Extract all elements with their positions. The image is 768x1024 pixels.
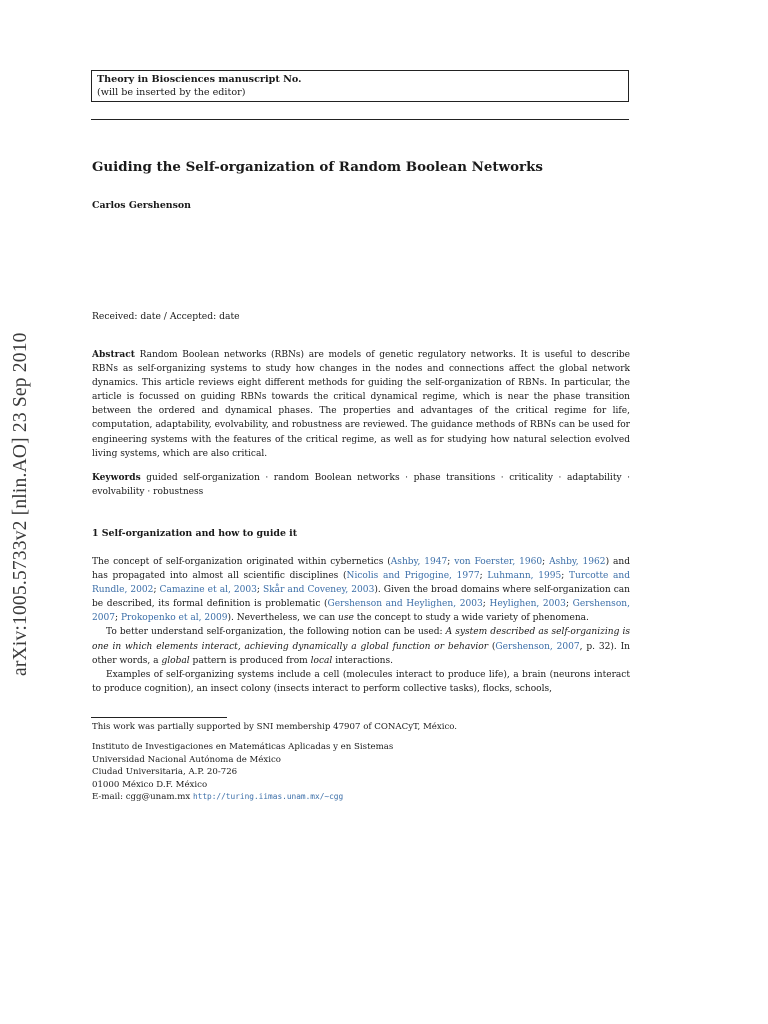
- p1-sep: ;: [479, 571, 488, 582]
- affiliation-line: Instituto de Investigaciones en Matemáticas Aplicadas y en Sistemas: [92, 742, 394, 752]
- p1-sep: ;: [542, 557, 550, 567]
- p2-text: pattern is produced from: [189, 655, 311, 666]
- p2-definition: A system described as self-organizing is one in which elements interact, achieving dynamically a global function or behavior: [92, 627, 630, 652]
- p1-sep: ;: [565, 599, 573, 610]
- author-affiliation: [92, 741, 393, 804]
- citation-link[interactable]: Heylighen, 2003: [489, 599, 566, 610]
- p1-sep: ;: [115, 613, 121, 624]
- affiliation-line: Ciudad Universitaria, A.P. 20-726: [92, 767, 238, 778]
- p1-sep: ;: [153, 585, 160, 596]
- p2-text: To better understand self-organization, the following notion can be used:: [106, 627, 446, 638]
- homepage-link[interactable]: http://turing.iimas.unam.mx/~cgg: [192, 792, 344, 802]
- abstract-text: Random Boolean networks (RBNs) are models of genetic regulatory networks. It is useful to describe RBNs as self-organizing systems to study how changes in the nodes and connections affect the global network dynamics. This article reviews eight different methods for guiding the self-organization of RBNs. In particular, the article is focussed on guiding RBNs towards the critical dynamical regime, which is near the phase transition between the ordered and dynamical phases. The properties and advantages of the critical regime for life, computation, adaptability, evolvability, and robustness are reviewed. The guidance methods of RBNs can be used for engineering systems with the features of the critical regime, as well as for studying how natural selection evolved living systems, which are also critical.: [92, 350, 630, 459]
- p1-emphasis: use: [338, 613, 354, 624]
- keywords-label: Keywords: [92, 473, 141, 483]
- p1-text: ). Given the broad domains where self-organization can be described, its formal definition is problematic (: [92, 585, 630, 610]
- citation-link[interactable]: Ashby, 1962: [549, 557, 606, 567]
- p1-text: the concept to study a wide variety of phenomena.: [353, 613, 589, 624]
- citation-link[interactable]: Prokopenko et al, 2009: [120, 613, 228, 624]
- keywords: [92, 471, 630, 499]
- received-accepted: Received: date / Accepted: date: [92, 311, 240, 322]
- citation-link[interactable]: Gershenson, 2007: [495, 641, 580, 652]
- paper-title: Guiding the Self-organization of Random Boolean Networks: [92, 159, 543, 175]
- keywords-text: guided self-organization · random Boolean networks · phase transitions · criticality · adaptability · evolvability · robustness: [92, 473, 630, 498]
- abstract-label: Abstract: [92, 350, 135, 360]
- header-rule: [91, 119, 629, 120]
- affiliation-line: 01000 México D.F. México: [92, 779, 208, 790]
- citation-link[interactable]: Gershenson, 2007: [92, 599, 630, 624]
- citation-link[interactable]: Ashby, 1947: [390, 557, 448, 567]
- arxiv-side-stamp: arXiv:1005.5733v2 [nlin.AO] 23 Sep 2010: [10, 332, 31, 676]
- manuscript-box: [91, 70, 629, 102]
- p2-emphasis: local: [310, 655, 333, 666]
- section-body: [92, 555, 630, 696]
- citation-link[interactable]: Skår and Coveney, 2003: [263, 585, 375, 596]
- affiliation-line: Universidad Nacional Autónoma de México: [92, 754, 281, 765]
- section-heading: 1 Self-organization and how to guide it: [92, 528, 298, 539]
- p1-text: The concept of self-organization originated within cybernetics (: [92, 557, 391, 567]
- p2-emphasis: global: [161, 655, 190, 666]
- p1-text: ). Nevertheless, we can: [227, 613, 339, 624]
- citation-link[interactable]: Luhmann, 1995: [487, 571, 562, 582]
- paragraph-1: [92, 555, 630, 625]
- p1-sep: ;: [256, 585, 263, 596]
- p1-sep: ;: [561, 571, 569, 582]
- citation-link[interactable]: Camazine et al, 2003: [159, 585, 257, 596]
- abstract: [92, 348, 630, 461]
- paragraph-3: Examples of self-organizing systems include a cell (molecules interact to produce life), a brain (neurons interact to produce cognition), an insect colony (insects interact to perform collective tasks), flocks, schools,: [92, 669, 630, 694]
- p1-sep: ;: [482, 599, 490, 610]
- p2-text: , p. 32). In other words, a: [92, 641, 631, 666]
- citation-link[interactable]: von Foerster, 1960: [454, 557, 543, 567]
- paragraph-2: [92, 625, 630, 667]
- p2-text: interactions.: [332, 655, 394, 666]
- funding-footnote: This work was partially supported by SNI membership 47907 of CONACyT, México.: [92, 722, 458, 732]
- email-address: E-mail: cgg@unam.mx: [92, 792, 191, 803]
- email-line: [92, 791, 393, 804]
- citation-link[interactable]: Turcotte and Rundle, 2002: [92, 571, 630, 596]
- p2-text: (: [488, 641, 496, 652]
- manuscript-box-line2: (will be inserted by the editor): [97, 87, 246, 98]
- footnote-rule: [91, 717, 227, 718]
- citation-link[interactable]: Nicolis and Prigogine, 1977: [346, 571, 480, 582]
- p1-sep: ;: [447, 557, 455, 567]
- manuscript-box-line1: Theory in Biosciences manuscript No.: [97, 74, 302, 85]
- author-name: Carlos Gershenson: [92, 200, 191, 211]
- p1-text: ) and has propagated into almost all scientific disciplines (: [92, 557, 630, 582]
- citation-link[interactable]: Gershenson and Heylighen, 2003: [327, 599, 483, 610]
